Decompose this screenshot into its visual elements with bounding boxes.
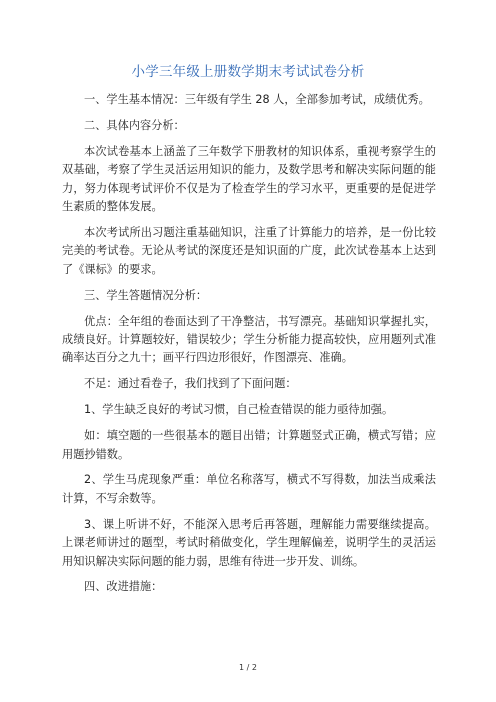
paragraph-coverage: 本次试卷基本上涵盖了三年数学下册教材的知识体系，重视考察学生的双基础，考察了学生灵活运用知识的能力，及数学思考和解决实际问题的能力，努力体现考试评价不仅是为了检查学生的学习水平，更重要的是促进学生素质的整体发展。 xyxy=(62,144,436,214)
list-item-careless: 2、学生马虎现象严重：单位名称落写，横式不写得数，加法当成乘法计算，不写余数等。 xyxy=(62,473,436,505)
paragraph-exam-quality: 本次考试所出习题注重基础知识，注重了计算能力的培养，是一份比较完美的考试卷。无论从考试的深度还是知识面的广度，此次试卷基本上达到了《课标》的要求。 xyxy=(62,225,436,276)
list-item-listening: 3、课上听讲不好，不能深入思考后再答题，理解能力需要继续提高。上课老师讲过的题型，考试时稍做变化，学生理解偏差，说明学生的灵活运用知识解决实际问题的能力弱，思维有待进一步开发、训练。 xyxy=(62,517,436,568)
document-body xyxy=(62,91,436,604)
heading-content-analysis: 二、具体内容分析： xyxy=(84,118,185,132)
paragraph-student-info: 一、学生基本情况：三年级有学生 28 人，全部参加考试，成绩优秀。 xyxy=(84,93,430,106)
paragraph-strengths: 优点：全年组的卷面达到了干净整洁，书写漂亮。基础知识掌握扎实，成绩良好。计算题较好，错误较少；学生分析能力提高较快，应用题列式准确率达百分之九十；画平行四边形很好，作图漂亮、准确。 xyxy=(62,314,436,365)
heading-answer-analysis: 三、学生答题情况分析： xyxy=(84,288,208,302)
page-number: 1 / 2 xyxy=(239,663,257,672)
document-title: 小学三年级上册数学期末考试试卷分析 xyxy=(131,64,365,80)
paragraph-weaknesses-intro: 不足：通过看卷子，我们找到了下面问题： xyxy=(84,377,297,391)
paragraph-example: 如：填空题的一些很基本的题目出错；计算题竖式正确，横式写错；应用题抄错数。 xyxy=(62,429,436,461)
list-item-habit: 1、学生缺乏良好的考试习惯，自己检查错误的能力亟待加强。 xyxy=(84,403,394,417)
heading-improvement: 四、改进措施： xyxy=(84,580,163,594)
